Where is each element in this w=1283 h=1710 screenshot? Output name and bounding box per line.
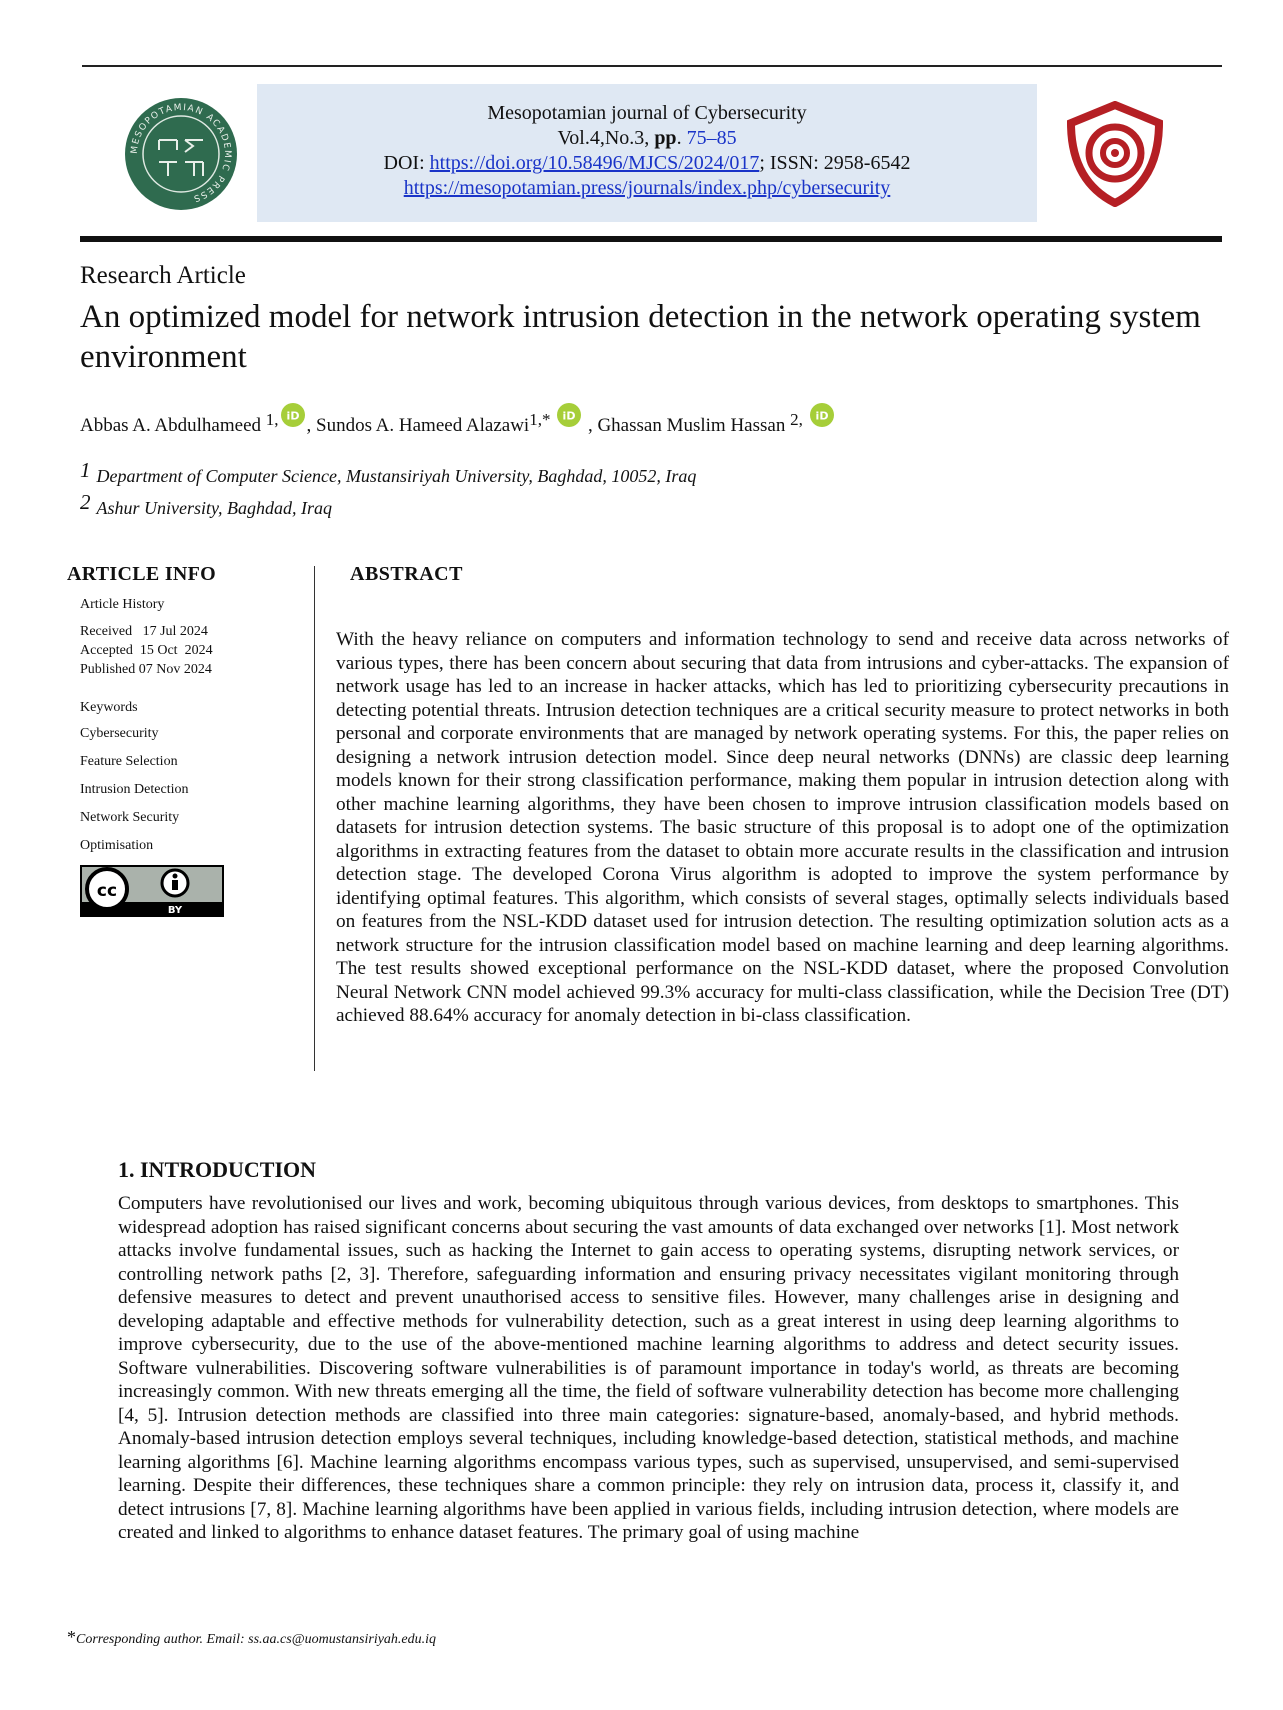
orcid-icon[interactable] xyxy=(281,403,305,427)
published-date: Published 07 Nov 2024 xyxy=(80,662,212,677)
abstract-text: With the heavy reliance on computers and information technology to send and receive data across networks of various types, there has been concern about securing that data from intrusions and cyber-attacks. The expansion of network usage has led to an increase in hacker attacks, which has led to prioritizing cybersecurity precautions in detecting potential threats. Intrusion detection techniques are a critical security measure to protect networks in both personal and corporate environments that are managed by network operating systems. For this, the paper relies on designing a network intrusion detection model. Since deep neural networks (DNNs) are classic deep learning models known for their strong classification performance, making them popular in intrusion detection along with other machine learning algorithms, they have been chosen to improve intrusion classification models based on datasets for intrusion detection systems. The basic structure of this proposal is to adopt one of the optimization algorithms in extracting features from the dataset to obtain more accurate results in the classification and intrusion detection stage. The developed Corona Virus algorithm is adopted to improve the system performance by identifying optimal features. This algorithm, which consists of several stages, optimally selects individuals based on features from the NSL-KDD dataset used for intrusion detection. The resulting optimization solution acts as a network structure for the intrusion classification model based on machine learning and deep learning algorithms. The test results showed exceptional performance on the NSL-KDD dataset, where the proposed Convolution Neural Network CNN model achieved 99.3% accuracy for multi-class classification, while the Decision Tree (DT) achieved 88.64% accuracy for anomaly detection in bi-class classification. xyxy=(336,629,1229,1026)
journal-header xyxy=(257,101,1037,201)
journal-url-link[interactable]: https://mesopotamian.press/journals/index.php/cybersecurity xyxy=(403,177,891,199)
received-date: Received 17 Jul 2024 xyxy=(80,624,208,639)
mesopotamian-press-logo xyxy=(123,96,239,212)
cc-by-license-badge[interactable] xyxy=(80,865,224,917)
svg-text:cc: cc xyxy=(96,881,118,901)
history-label: Article History xyxy=(80,597,165,612)
keyword-item: Optimisation xyxy=(80,838,154,853)
introduction-text: Computers have revolutionised our lives and work, becoming ubiquitous through various devices, from desktops to smartphones. This widespread adoption has raised significant concerns about securing the vast amounts of data exchanged over networks [1]. Most network attacks involve fundamental issues, such as hacking the Internet to gain access to operating systems, disrupting network services, or controlling network paths [2, 3]. Therefore, safeguarding information and ensuring privacy necessitates vigilant monitoring through defensive measures to detect and prevent unauthorised access to sensitive files. However, many challenges arise in designing and developing adaptable and effective methods for vulnerability detection, such as a great interest in using deep learning algorithms to improve cybersecurity, due to the use of the above-mentioned machine learning algorithms to address and detect security issues. Software vulnerabilities. Discovering software vulnerabilities is of paramount importance in today's world, as threats are becoming increasingly common. With new threats emerging all the time, the field of software vulnerability detection has become more challenging [4, 5]. Intrusion detection methods are classified into three main categories: signature-based, anomaly-based, and hybrid methods. Anomaly-based intrusion detection employs several techniques, including knowledge-based detection, statistical methods, and machine learning algorithms [6]. Machine learning algorithms encompass various types, such as supervised, unsupervised, and semi-supervised learning. Despite their differences, these techniques share a common principle: they rely on intrusion data, process it, classify it, and detect intrusions [7, 8]. Machine learning algorithms have been applied in various fields, including intrusion detection, where models are created and linked to algorithms to enhance dataset features. The primary goal of using machine xyxy=(118,1193,1179,1543)
column-divider xyxy=(314,566,315,1071)
header-rule xyxy=(80,236,1222,242)
article-type: Research Article xyxy=(80,262,246,289)
keyword-item: Network Security xyxy=(80,810,180,825)
affiliation-2: 2 Ashur University, Baghdad, Iraq xyxy=(80,490,332,518)
journal-volume: Vol.4,No.3, pp. 75–85 xyxy=(557,127,737,149)
author-name: Abbas A. Abdulhameed xyxy=(80,415,266,436)
orcid-icon[interactable] xyxy=(557,403,581,427)
journal-name: Mesopotamian journal of Cybersecurity xyxy=(487,102,807,124)
top-rule xyxy=(82,65,1222,67)
keywords-label: Keywords xyxy=(80,700,138,715)
corresponding-author-footnote: *Corresponding author. Email: ss.aa.cs@uomustansiriyah.edu.iq xyxy=(67,1627,437,1647)
keyword-item: Cybersecurity xyxy=(80,726,159,741)
svg-text:MESOPOTAMIAN ACADEMIC PRESS: MESOPOTAMIAN ACADEMIC PRESS xyxy=(129,102,233,204)
introduction-heading: 1. INTRODUCTION xyxy=(118,1157,317,1182)
author-list: Abbas A. Abdulhameed $^{1,}$ iD , Sundos A. Hameed Alazawi$^{1,*}$ iD , Ghassan Muslim Hassan $^{2,}$ iD xyxy=(80,403,836,437)
keyword-item: Feature Selection xyxy=(80,754,178,769)
svg-text:iD: iD xyxy=(815,409,829,423)
affiliation-1: 1 Department of Computer Science, Mustansiriyah University, Baghdad, 10052, Iraq xyxy=(80,458,697,486)
article-info-heading: ARTICLE INFO xyxy=(67,563,217,585)
keyword-item: Intrusion Detection xyxy=(80,782,189,797)
doi-link[interactable]: https://doi.org/10.58496/MJCS/2024/017 xyxy=(429,152,760,174)
orcid-icon[interactable] xyxy=(810,403,834,427)
svg-text:iD: iD xyxy=(286,409,299,423)
doi-line: DOI: https://doi.org/10.58496/MJCS/2024/017; ISSN: 2958-6542 xyxy=(383,152,911,174)
author-name: Sundos A. Hameed Alazawi xyxy=(316,415,530,436)
license-badge-label: BY xyxy=(167,905,183,916)
abstract-heading: ABSTRACT xyxy=(350,563,463,585)
cybersecurity-shield-logo xyxy=(1063,101,1167,207)
accepted-date: Accepted 15 Oct 2024 xyxy=(80,643,213,658)
pages-link[interactable]: 75–85 xyxy=(686,127,737,149)
svg-text:iD: iD xyxy=(562,409,576,423)
article-title: An optimized model for network intrusion detection in the network operating system environment xyxy=(80,299,1201,375)
author-name: Ghassan Muslim Hassan xyxy=(597,415,791,436)
